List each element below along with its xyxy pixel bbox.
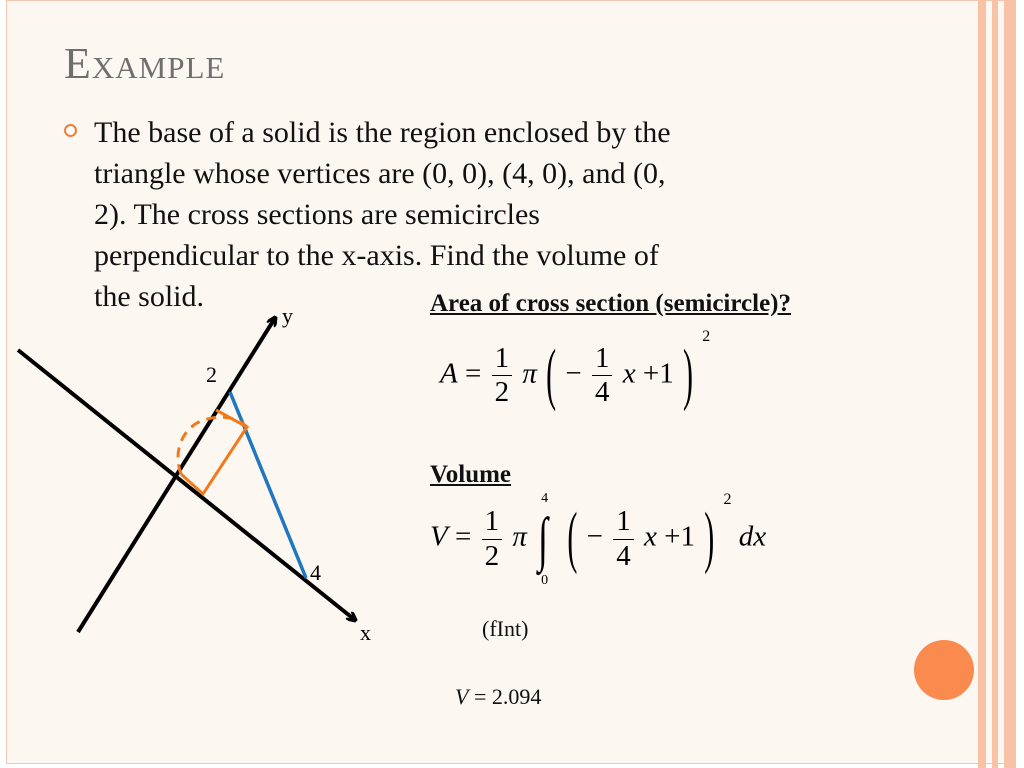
volume-result (455, 684, 541, 710)
fraction (592, 342, 613, 410)
bullet-line: The base of a solid is the region enclosed by the (94, 116, 671, 149)
x-axis (18, 350, 355, 620)
x-axis-label: x (360, 620, 371, 645)
eq-var: x (622, 357, 636, 390)
denominator: 4 (594, 376, 610, 409)
right-paren: ) (682, 336, 693, 413)
bullet-line: 2). The cross sections are semicircles (94, 198, 540, 231)
eq-var: A (440, 357, 458, 390)
denominator: 4 (616, 539, 631, 572)
numerator: 1 (492, 342, 513, 376)
bullet-line: triangle whose vertices are (0, 0), (4, 0), and (0, (94, 157, 666, 190)
result-var: V (455, 684, 469, 709)
minus-sign: − (565, 357, 582, 390)
numerator: 1 (613, 505, 634, 539)
eq-var: x (643, 520, 657, 553)
integral-upper-limit: 4 (541, 491, 549, 506)
fraction (492, 342, 513, 410)
decor-circle (914, 640, 974, 700)
numerator: 1 (592, 342, 613, 376)
minus-sign: − (586, 520, 603, 553)
volume-heading: Volume (430, 461, 512, 488)
integral-icon: ∫ (538, 506, 548, 572)
eq-sign: = (454, 520, 472, 553)
y-axis-label: y (282, 303, 293, 328)
integral (536, 491, 556, 588)
numerator: 1 (482, 505, 503, 539)
method-note: (fInt) (482, 616, 529, 641)
exponent: 2 (702, 327, 711, 345)
differential: dx (738, 520, 767, 553)
volume-equation (430, 490, 767, 588)
exponent: 2 (723, 490, 732, 508)
integral-lower-limit: 0 (541, 573, 549, 588)
area-equation (440, 327, 711, 413)
eq-term: +1 (642, 357, 674, 390)
pi-symbol: π (522, 357, 537, 390)
denominator: 2 (494, 376, 510, 409)
eq-var: V (430, 520, 448, 553)
area-heading: Area of cross section (semicircle)? (430, 290, 791, 317)
vertex-label-2: 2 (206, 362, 217, 387)
vertex-label-4: 4 (310, 560, 321, 585)
left-paren: ( (546, 336, 557, 413)
bullet-line: the solid. (94, 280, 204, 313)
left-paren: ( (567, 499, 578, 576)
bullet-line: perpendicular to the x-axis. Find the volume of (94, 239, 659, 272)
semicircle-dashed (178, 417, 247, 474)
denominator: 2 (484, 539, 500, 572)
right-paren: ) (704, 499, 715, 576)
pi-symbol: π (512, 520, 527, 553)
result-eq: = (473, 684, 487, 709)
fraction (613, 505, 634, 573)
eq-term: +1 (664, 520, 695, 553)
fraction (482, 505, 503, 573)
eq-sign: = (464, 357, 482, 390)
slide-title: Example (64, 39, 226, 88)
result-value: 2.094 (491, 684, 542, 709)
